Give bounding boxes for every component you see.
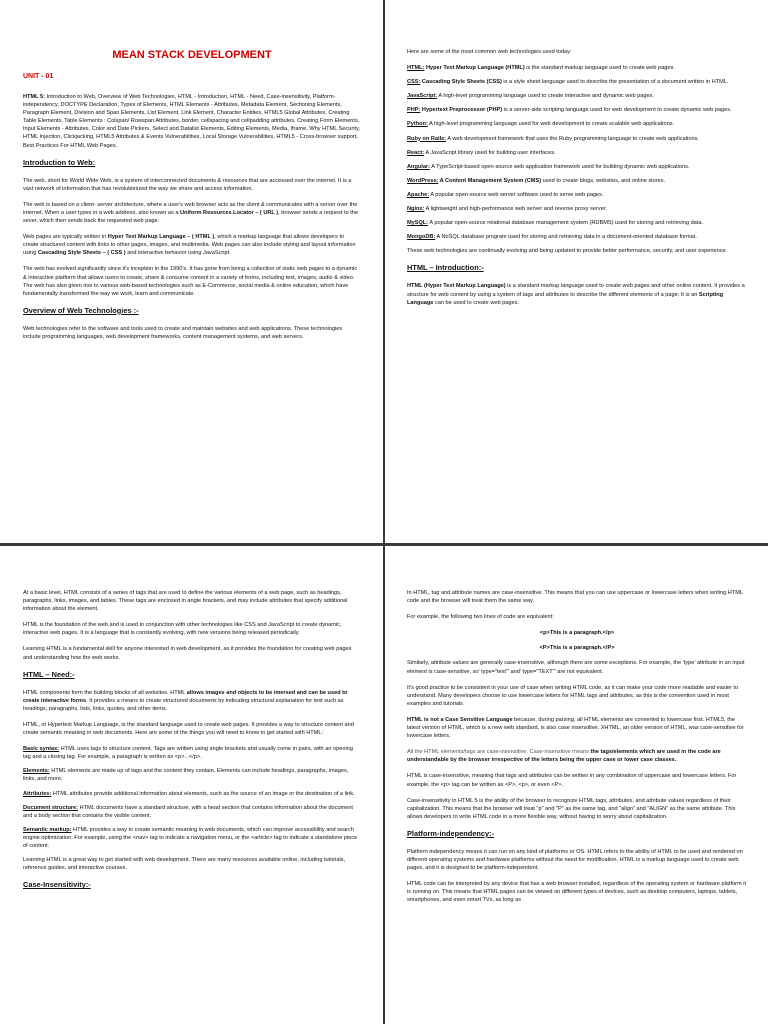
need-list (23, 745, 361, 850)
intro-paragraph-4: The web has evolved significantly since it's inception in the 1990's. It has gone from being a collection of static web pages to a dynamic & interactive platform that allows users to create, share & consume content in a variety of forms, including text, images, audio & video. The web has also given rise to various web-based technologies such as E-Commerce, social media & online education, which have fundamentally transformed the way we work, learn and communicate. (23, 266, 358, 297)
need-item-name: Document structure: (23, 804, 79, 811)
tech-item-name: JavaScript: (407, 93, 438, 100)
case-paragraph-6: All the HTML elements/tags are case-insensitive. Case-insensitive means the tags/elements which are used in the code are understandable by the browser irrespective of the letters being the upper case or lower case classes. (407, 749, 721, 764)
heading-overview: Overview of Web Technologies :- (23, 305, 139, 315)
tech-item-name: Angular: (407, 163, 430, 170)
tech-item-name: CSS: (407, 79, 421, 86)
code-example-2: <P>This is a paragraph.</P> (539, 645, 615, 652)
tech-item-description: used to create blogs, websites, and online stores. (541, 177, 666, 184)
tech-item-name: Python: (407, 121, 428, 128)
need-item (23, 767, 361, 783)
tech-item-name: WordPress: (407, 177, 439, 184)
tech-item-name: MySQL: (407, 220, 429, 227)
tech-item-description: A web development framework that uses the Ruby programming language to create web applications. (446, 135, 699, 142)
document-title: MEAN STACK DEVELOPMENT (112, 49, 272, 61)
code-example-1: <p>This is a paragraph.</p> (539, 630, 615, 637)
tech-item (407, 163, 747, 171)
heading-html-need: HTML – Need:- (23, 669, 75, 679)
syllabus-paragraph (23, 93, 361, 150)
tech-item (407, 78, 747, 86)
tech-item-description: A high-level programming language used for web development to create scalable web applications. (427, 121, 675, 128)
need-item-description: HTML elements are made up of tags and the content they contain. Elements can include headings, paragraphs, images, links, and more. (23, 768, 349, 783)
tech-item-description: A high-level programming language used to create interactive and dynamic web pages. (437, 93, 654, 100)
intro-paragraph-1: The web, short for World Wide Web, is a system of interconnected documents & resources that are accessed over the internet. It is a vast network of information that has revolutionized the way we share and access information. (23, 177, 352, 192)
document-page-1 (0, 0, 383, 543)
tech-item-description: A popular open-source relational database management system (RDBMS) used for storing and retrieving data. (428, 220, 704, 227)
tech-item-name: React: (407, 149, 425, 156)
intro-paragraph-2: The web is based on a client- server architecture, where a user's web browser acts as the client & communicates with a server over the internet. When a user types in a web address, also known as a Uniform Resources Locator – ( URL ), browser sends a request to the sever, which then sends back the requested web page. (23, 201, 359, 225)
need-item-name: Semantic markup: (23, 826, 72, 833)
tech-item (407, 233, 747, 241)
heading-html-intro: HTML – Introduction:- (407, 263, 484, 273)
tech-item-name: HTML: (407, 65, 425, 72)
case-paragraph-2: For example, the following two lines of code are equivalent: (407, 614, 554, 621)
case-paragraph-5: HTML is not a Case Sensitive Language because, during parsing, all HTML elements are converted to lowercase first. HTML5, the latest version of HTML, which is a new web standard, is also case insensitive. XHTML, an older version of HTML, was case-sensitive for lowercase letters. (407, 716, 744, 740)
need-closing: Learning HTML is a great way to get started with web development. There are many resources available online, including tutorials, reference guides, and interactive courses. (23, 857, 346, 872)
tech-item (407, 177, 747, 185)
case-paragraph-3: Similarly, attribute values are generally case-insensitive, although there are some exceptions. For example, the 'type' attribute in an input element is case-sensitive, so' type="text"' and' type="TEXT"' are not equivalent. (407, 660, 745, 675)
need-item (23, 745, 361, 761)
tech-item (407, 191, 747, 199)
unit-heading: UNIT - 01 (23, 73, 54, 80)
heading-intro-to-web: Introduction to Web: (23, 157, 96, 167)
overview-paragraph-1: Web technologies refer to the software and tools used to create and maintain websites and web applications. These technologies include programming languages, web development frameworks, content management systems, and web servers. (23, 325, 343, 340)
tech-item (407, 106, 747, 114)
tech-item-term: Cascading Style Sheets (CSS) (420, 79, 502, 86)
tech-item-term: Hyper Text Markup Language (HTML) (424, 65, 525, 72)
tech-item-name: PHP: (407, 107, 421, 114)
tech-item (407, 64, 747, 72)
tech-item (407, 219, 747, 227)
intro-paragraph-3: Web pages are typically written in Hyper Text Markup Language – ( HTML ), which a markup language that allows developers to create structured content with links to other pages, images, and multimedia. Web pages can also include styling and layout information using Cascading Style Sheets – ( CSS ) and interactive behavior using JavaScript. (23, 234, 356, 257)
syllabus-text: Introduction to Web, Overview of Web Technologies, HTML - Introduction, HTML - Need, Case-insensitivity, Platform-independency, DOCTYPE Declaration, Types of Elements, HTML Elements - Attributes, Metadata Element, Sectioning Elements, Paragraph Element, Division and Span Elements, List Element, Link Element, Character Entities, HTML5 Global Attributes, Creating Table Elements, Table Elements : Colspan/ Rowspan Attributes, border, cellspacing and cellpadding attributes, Creating Form Elements, Input Elements - Attributes, Color and Date Pickers, Select and Datalist Elements, Editing Elements, Media, Iframe, Why HTML Security, HTML Injection, Clickjacking, HTML5 Attributes & Events Vulnerabilities, Local Storage Vulnerabilities, HTML5 - Cross-browser support, Best Practices For HTML Web Pages. (23, 94, 361, 149)
case-paragraph-4: It's good practice to be consistent in your use of case when writing HTML code, as it can make your code more readable and easier to understand. Many developers choose to use lowercase letters for HTML tags and attributes, as this is the convention used in most examples and tutorials (407, 684, 739, 707)
html-basics-paragraph-2: HTML is the foundation of the web and is used in conjunction with other technologies like CSS and JavaScript to create dynamic, interactive web pages. It is a language that is constantly evolving, with new versions being released periodically. (23, 622, 342, 637)
tech-item-description: is a style sheet language used to describe the presentation of a document written in HTML. (501, 79, 729, 86)
case-paragraph-7: HTML is case-insensitive, meaning that tags and attributes can be written in any combination of uppercase and lowercase letters. For example, the <p> tag can be written as <P>, <p>, or even <P>. (407, 773, 737, 788)
platform-paragraph-2: HTML code can be interpreted by any device that has a web browser installed, regardless of the operating system or hardware platform it is running on. This means that HTML pages can be viewed on different types of devices, such as desktop computers, laptops, tablets, smartphones, and even smart TVs, as long as (407, 881, 747, 904)
heading-case-insensitivity: Case-Insensitivity:- (23, 880, 91, 890)
tech-item-description: A JavaScript library used for building user interfaces. (424, 149, 556, 156)
need-item-name: Basic syntax: (23, 746, 60, 753)
tech-item-name: MongoDB: (407, 234, 436, 241)
need-item-name: Attributes: (23, 790, 52, 797)
need-item-description: HTML documents have a standard structure, with a head section that contains information about the document and a body section that contains the visible content. (23, 804, 353, 819)
heading-platform-independency: Platform-independency:- (407, 828, 495, 838)
need-item-name: Elements: (23, 768, 50, 775)
document-page-2 (385, 0, 768, 543)
tech-item (407, 205, 747, 213)
tech-item-description: A TypeScript-based open-source web application framework used for building dynamic web applications. (430, 163, 690, 170)
document-page-3 (0, 546, 383, 1024)
tech-item (407, 149, 747, 157)
need-paragraph-2: HTML, or Hypertext Markup Language, is the standard language used to create web pages. It provides a way to structure content and create semantic meaning in web documents. Here are some of the things you will need to know to get started with HTML: (23, 721, 354, 737)
need-item-description: HTML provides a way to create semantic meaning in web documents, which can improve accessibility and search engine optimization. For example, using the <nav> tag to indicate a navigation menu, or the <article> tag to indicate a standalone piece of content. (23, 826, 358, 849)
tech-item (407, 92, 747, 100)
html-basics-paragraph-1: At a basic level, HTML consists of a series of tags that are used to define the various elements of a web page, such as headings, paragraphs, links, images, and tables. These tags are enclosed in angle brackets, and may include attributes that specify additional information about the element. (23, 590, 348, 613)
tech-item (407, 120, 747, 128)
html-intro-paragraph: HTML (Hyper Text Markup Language) is a standard markup language used to create web pages and other online content. It provides a structure for web content by using a system of tags and attributes to describe the different elements of a page. It is an Scripting Language can be used to create web pages. (407, 283, 745, 306)
syllabus-label: HTML 5: (23, 94, 45, 100)
tech-item-description: is the standard markup language used to create web pages. (524, 65, 675, 72)
tech-item-description: A popular open-source web server software used to serve web pages. (429, 191, 604, 198)
need-item (23, 826, 361, 850)
document-page-4 (385, 546, 768, 1024)
tech-closing: These web technologies are continually evolving and being updated to provide better performance, security, and user experience. (407, 248, 728, 255)
tech-item-name: Ruby on Rails: (407, 135, 447, 142)
tech-list (407, 64, 747, 241)
need-paragraph-1: HTML components form the building blocks of all websites. HTML allows images and objects to be imersed and can be used to create interactive forms. It provides a means to create structured documents by indicating structural explanation for text such as headings, paragraphs, lists, links, quotes, and other items. (23, 689, 348, 712)
case-paragraph-1: In HTML, tag and attribute names are case-insensitive. This means that you can use uppercase or lowercase letters when writing HTML code and the browser will treat them the same way. (407, 590, 743, 605)
need-item (23, 804, 361, 820)
need-item-description: HTML attributes provide additional information about elements, such as the source of an image or the destination of a link. (51, 790, 355, 797)
tech-item (407, 135, 747, 143)
need-item-description: HTML uses tags to structure content. Tags are written using angle brackets and usually come in pairs, with an opening tag and a closing tag. For example, a paragraph is written as <p>...</p>. (23, 746, 353, 761)
platform-paragraph-1: Platform independency means it can run on any kind of platforms or OS. HTML refers to the ability of HTML to be used and rendered on different operating systems and hardware platforms without the need for modification. HTML is a markup language used to create web pages, and it is designed to be platform-independent. (407, 848, 743, 872)
need-item (23, 790, 361, 798)
tech-item-description: A NoSQL database program used for storing and retrieving data in a document-oriented database format. (435, 234, 697, 241)
html-basics-paragraph-3: Learning HTML is a fundamental skill for anyone interested in web development, as it provides the foundation for creating web pages and understanding how the web works. (23, 646, 352, 661)
tech-item-term: Hypertext Preprocessor (PHP) (420, 107, 503, 114)
tech-lead-text: Here are some of the most common web technologies used today: (407, 49, 572, 55)
tech-item-name: Apache: (407, 191, 430, 198)
tech-item-name: Nginx: (407, 206, 425, 213)
case-paragraph-8: Case-insensitivity in HTML 5 is the ability of the browser to recognize HTML tags, attributes, and attribute values regardless of their capitalization. This means that the browser will treat "p" and "P" as the same tag, and "align" and "ALIGN" as the same attribute. This allows developers to write HTML code in a more flexible way, without having to worry about capitalization. (407, 797, 736, 820)
tech-item-description: is a server-side scripting language used for web development to create dynamic web pages. (502, 107, 732, 114)
tech-item-description: A lightweight and high-performance web server and reverse proxy server. (424, 206, 607, 213)
tech-item-term: A Content Management System (CMS) (438, 177, 542, 184)
